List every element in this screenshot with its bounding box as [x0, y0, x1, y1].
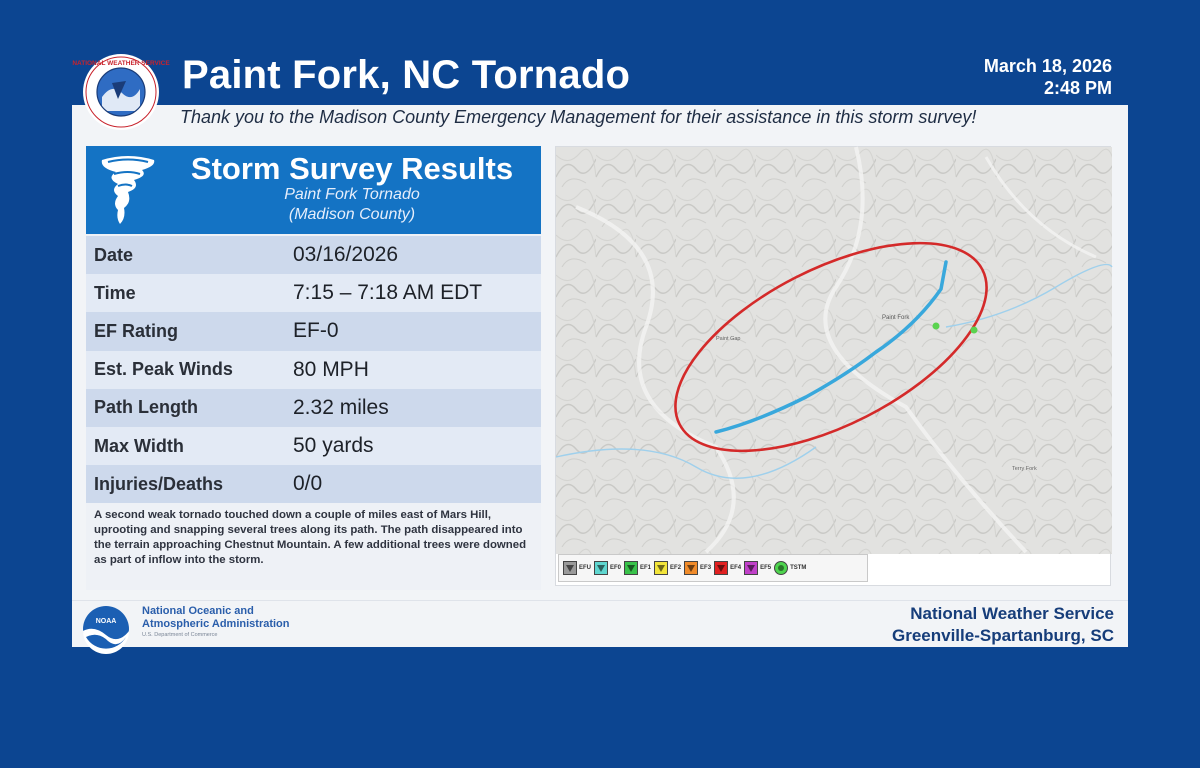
table-row [86, 465, 541, 503]
tstm-marker-icon [774, 561, 788, 575]
ef5-marker-icon [744, 561, 758, 575]
issue-time: 2:48 PM [1043, 78, 1112, 98]
row-value: 80 MPH [293, 357, 369, 381]
legend-item-efu [563, 561, 591, 575]
ef1-marker-icon [624, 561, 638, 575]
row-label: Path Length [94, 397, 198, 418]
legend-item-ef1 [624, 561, 651, 575]
legend-item-tstm [774, 561, 806, 575]
survey-table [86, 236, 541, 503]
nws-line-2: Greenville-Spartanburg, SC [892, 626, 1114, 645]
legend-label: EF2 [670, 565, 682, 571]
issue-datetime [984, 55, 1112, 99]
seal-text: NATIONAL WEATHER SERVICE [72, 60, 170, 67]
survey-title: Storm Survey Results [190, 151, 514, 186]
nws-office [892, 603, 1114, 647]
legend-label: EFU [579, 565, 591, 571]
legend-label: EF4 [730, 565, 742, 571]
map-legend [558, 554, 868, 582]
noaa-dept: U.S. Department of Commerce [142, 632, 218, 638]
terrain-map [556, 147, 1112, 587]
page-title: Paint Fork, NC Tornado [182, 53, 631, 97]
efu-marker-icon [563, 561, 577, 575]
survey-header [86, 146, 541, 234]
header-bar [72, 47, 1128, 105]
map-label-paint-fork: Paint Fork [882, 315, 910, 321]
legend-item-ef4 [714, 561, 741, 575]
noaa-line-2: Atmospheric Administration [142, 618, 290, 630]
row-label: Max Width [94, 435, 184, 456]
legend-label: EF5 [760, 565, 772, 571]
table-row [86, 274, 541, 312]
table-row [86, 427, 541, 465]
briefing-card [72, 47, 1128, 647]
table-row [86, 389, 541, 427]
row-label: Date [94, 244, 134, 265]
survey-panel [86, 146, 541, 590]
row-label: Est. Peak Winds [94, 359, 233, 380]
ef3-marker-icon [684, 561, 698, 575]
legend-label: EF1 [640, 565, 652, 571]
ef2-marker-icon [654, 561, 668, 575]
tornado-icon [98, 152, 158, 228]
legend-item-ef0 [594, 561, 621, 575]
ef4-marker-icon [714, 561, 728, 575]
map-label-terry-fork: Terry Fork [1012, 466, 1037, 472]
noaa-name [142, 605, 290, 631]
svg-text:NOAA: NOAA [95, 618, 117, 625]
legend-item-ef5 [744, 561, 771, 575]
survey-subtitle-name: Paint Fork Tornado [284, 186, 420, 203]
noaa-line-1: National Oceanic and [142, 605, 254, 617]
legend-label: TSTM [790, 565, 807, 571]
nws-line-1: National Weather Service [910, 604, 1114, 623]
noaa-logo-icon [82, 605, 130, 653]
table-row [86, 312, 541, 350]
legend-item-ef2 [654, 561, 681, 575]
row-value: 7:15 – 7:18 AM EDT [293, 281, 483, 305]
row-label: Time [94, 282, 136, 303]
thanks-note: Thank you to the Madison County Emergency Management for their assistance in this storm survey! [180, 107, 977, 127]
survey-summary: A second weak tornado touched down a couple of miles east of Mars Hill, uprooting and snapping several trees along its path. The path disappeared into the terrain approaching Chestnut Mountain. A few additional trees were downed as part of inflow into the storm. [94, 509, 527, 566]
row-label: Injuries/Deaths [94, 473, 224, 494]
row-value: 50 yards [293, 434, 374, 458]
survey-subtitle-county: (Madison County) [288, 206, 416, 223]
row-value: 0/0 [293, 472, 323, 496]
legend-item-ef3 [684, 561, 711, 575]
ef0-marker-icon [594, 561, 608, 575]
map-label-paint-gap: Paint Gap [716, 336, 741, 342]
row-value: 2.32 miles [293, 395, 389, 419]
row-value: EF-0 [293, 319, 339, 343]
table-row [86, 236, 541, 274]
issue-date: March 18, 2026 [983, 56, 1112, 76]
row-value: 03/16/2026 [293, 243, 399, 267]
legend-label: EF3 [700, 565, 712, 571]
row-label: EF Rating [94, 320, 178, 341]
table-row [86, 351, 541, 389]
footer-bar [72, 600, 1128, 647]
legend-label: EF0 [610, 565, 622, 571]
nws-logo-icon [72, 53, 170, 131]
track-map[interactable] [555, 146, 1111, 586]
